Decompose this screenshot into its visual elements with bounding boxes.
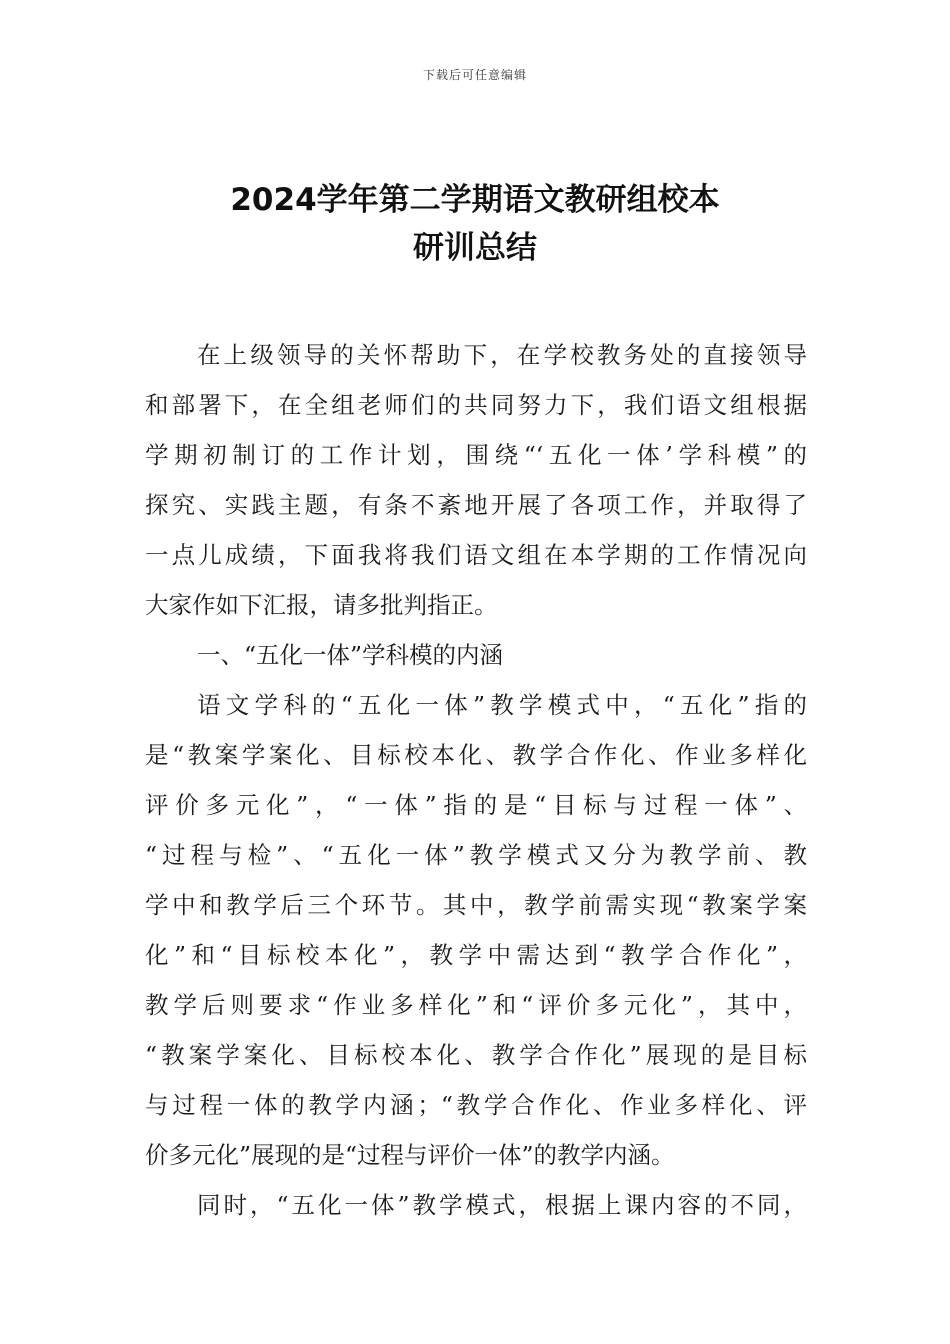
body-line: 化”和“目标校本化”，教学中需达到“教学合作化”， xyxy=(145,941,807,969)
body-line: 与过程一体的教学内涵；“教学合作化、作业多样化、评 xyxy=(145,1091,807,1119)
body-line: 学中和教学后三个环节。其中，教学前需实现“教案学案 xyxy=(145,891,807,919)
body-line: 教学后则要求“作业多样化”和“评价多元化”，其中， xyxy=(145,991,807,1019)
document-title xyxy=(0,176,950,272)
section-heading-1: 一、“五化一体”学科模的内涵 xyxy=(197,641,504,669)
download-note: 下载后可任意编辑 xyxy=(422,68,527,82)
body-line: 学期初制订的工作计划，围绕“‘五化一体’学科模”的 xyxy=(145,441,807,469)
body-line: 价多元化”展现的是“过程与评价一体”的教学内涵。 xyxy=(145,1141,675,1169)
body-line-paragraph-3-start: 同时，“五化一体”教学模式，根据上课内容的不同， xyxy=(197,1191,807,1219)
title-line-1: 2024学年第二学期语文教研组校本 xyxy=(230,182,720,218)
body-line: 评价多元化”，“一体”指的是“目标与过程一体”、 xyxy=(145,791,807,819)
body-line: 一点儿成绩，下面我将我们语文组在本学期的工作情况向 xyxy=(145,541,807,569)
title-line-2: 研训总结 xyxy=(413,230,537,266)
body-line: “过程与检”、“五化一体”教学模式又分为教学前、教 xyxy=(145,841,807,869)
body-line-paragraph-2-start: 语文学科的“五化一体”教学模式中，“五化”指的 xyxy=(197,691,807,719)
body-line: 是“教案学案化、目标校本化、教学合作化、作业多样化 xyxy=(145,741,807,769)
body-line: 探究、实践主题，有条不紊地开展了各项工作，并取得了 xyxy=(145,491,807,519)
body-line-paragraph-1-start: 在上级领导的关怀帮助下，在学校教务处的直接领导 xyxy=(197,341,807,369)
body-line: “教案学案化、目标校本化、教学合作化”展现的是目标 xyxy=(145,1041,807,1069)
body-line: 和部署下，在全组老师们的共同努力下，我们语文组根据 xyxy=(145,391,807,419)
document-body xyxy=(145,330,807,1230)
body-line: 大家作如下汇报，请多批判指正。 xyxy=(145,591,498,619)
